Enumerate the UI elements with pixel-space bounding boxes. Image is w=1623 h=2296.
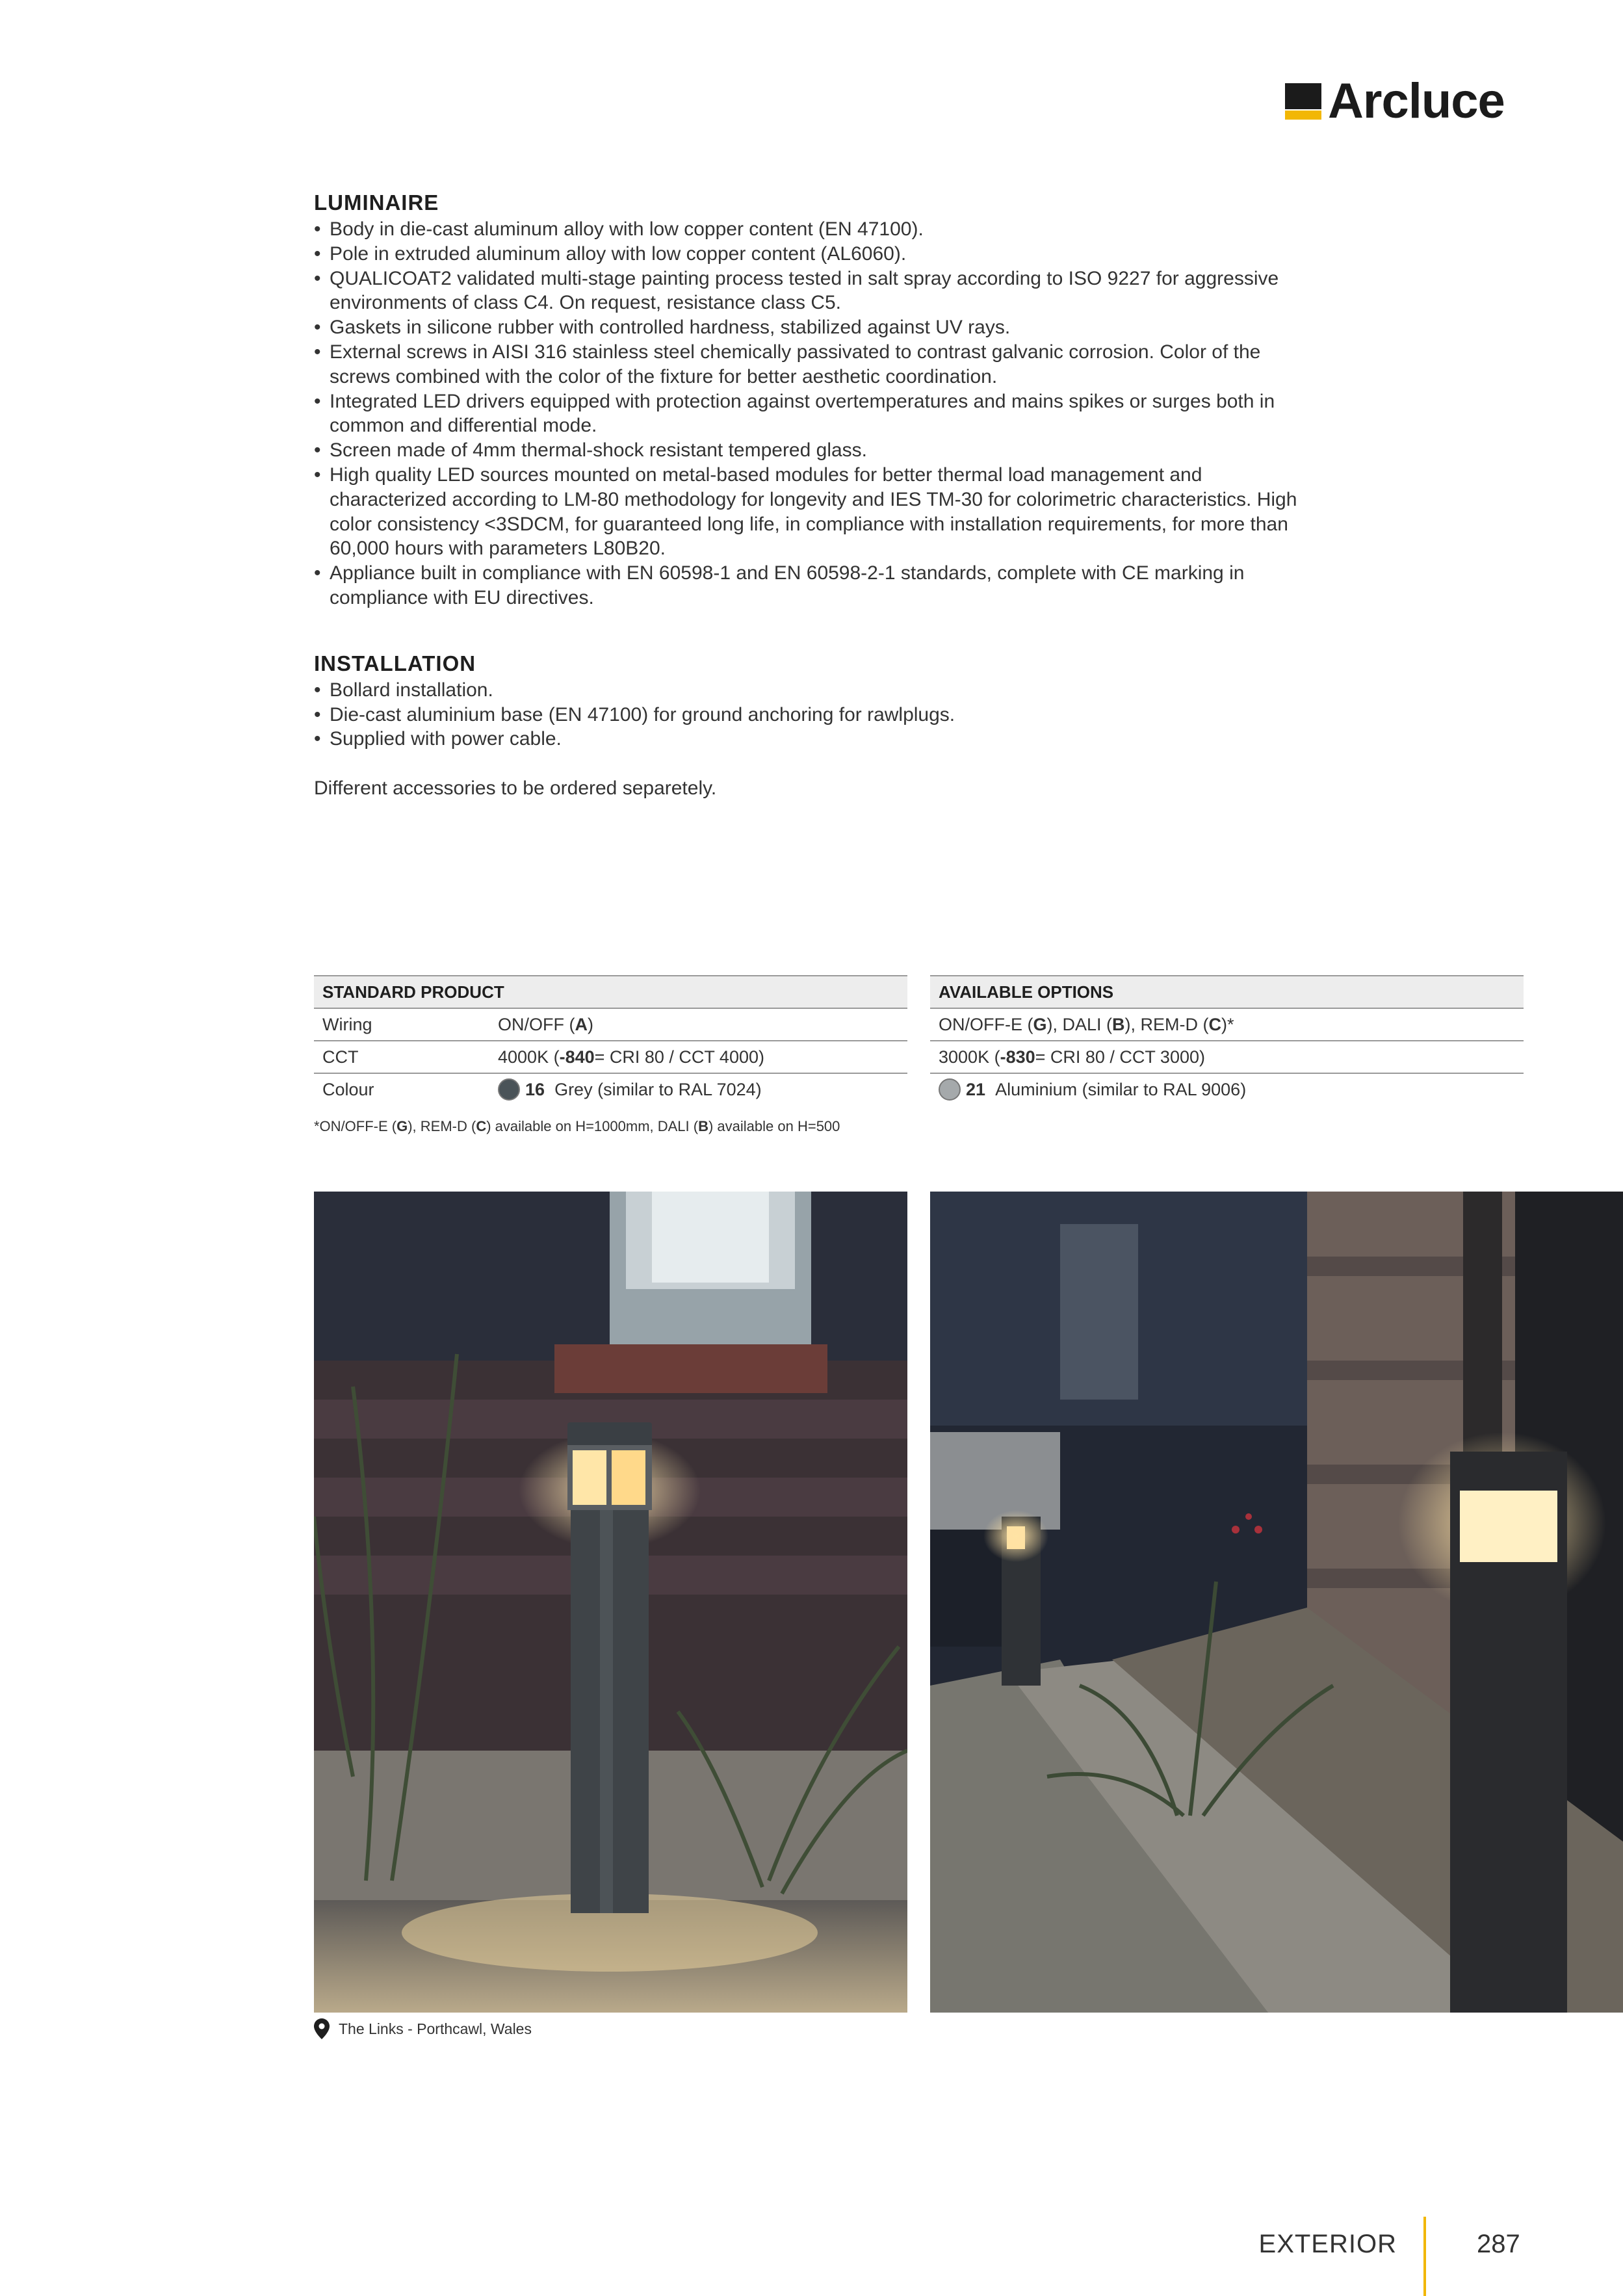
row-value: 4000K ( -840 = CRI 80 / CCT 4000): [498, 1047, 764, 1067]
row-value: 3000K ( -830 = CRI 80 / CCT 3000): [939, 1047, 1205, 1067]
list-item: • Integrated LED drivers equipped with protection against overtemperatures and mains spikes or surges both in common and differential mode.: [314, 389, 1302, 439]
luminaire-title: LUMINAIRE: [314, 190, 439, 215]
footer-divider: [1423, 2217, 1426, 2296]
page-footer: [0, 2217, 1623, 2296]
row-value: ON/OFF ( A ): [498, 1014, 593, 1034]
table-row: [314, 1041, 907, 1074]
row-label: Colour: [322, 1079, 374, 1099]
section-label: EXTERIOR: [1258, 2230, 1397, 2258]
table-header: STANDARD PRODUCT: [314, 975, 907, 1009]
table-row: [314, 1009, 907, 1041]
list-item: • Bollard installation.: [314, 678, 1302, 703]
list-item: • External screws in AISI 316 stainless steel chemically passivated to contrast galvanic corrosion. Color of the screws combined with the color of the fixture for better aesthetic coordination.: [314, 340, 1302, 389]
installation-photo-2: [930, 1192, 1623, 2013]
accessories-note: Different accessories to be ordered separetely.: [314, 777, 717, 800]
list-item: • Appliance built in compliance with EN 60598-1 and EN 60598-2-1 standards, complete with CE marking in compliance with EU directives.: [314, 561, 1302, 610]
table-row: [930, 1009, 1524, 1041]
row-value: 16 Grey (similar to RAL 7024): [498, 1078, 762, 1101]
colour-swatch-icon: [498, 1078, 520, 1101]
list-item: • QUALICOAT2 validated multi-stage painting process tested in salt spray according to ISO 9227 for aggressive environments of class C4. On request, resistance class C5.: [314, 267, 1302, 316]
list-item: • Supplied with power cable.: [314, 727, 1302, 751]
installation-list: [314, 678, 1302, 751]
table-row: [930, 1074, 1524, 1105]
list-item: • Die-cast aluminium base (EN 47100) for ground anchoring for rawlplugs.: [314, 703, 1302, 727]
availability-footnote: *ON/OFF-E (G), REM-D (C) available on H=1000mm, DALI (B) available on H=500: [314, 1118, 840, 1134]
table-row: [930, 1041, 1524, 1074]
available-options-table: [930, 975, 1524, 1105]
photo-caption: [314, 2018, 532, 2039]
location-pin-icon: [314, 2018, 330, 2039]
page-number: 287: [1477, 2230, 1520, 2258]
row-value: ON/OFF-E ( G ), DALI ( B ), REM-D ( C )*: [939, 1014, 1234, 1034]
row-label: CCT: [322, 1047, 359, 1067]
brand-name: Arcluce: [1328, 73, 1505, 129]
list-item: • Screen made of 4mm thermal-shock resistant tempered glass.: [314, 438, 1302, 463]
product-description: [314, 189, 1302, 801]
list-item: • Pole in extruded aluminum alloy with low copper content (AL6060).: [314, 242, 1302, 267]
standard-product-table: [314, 975, 907, 1105]
luminaire-list: [314, 217, 1302, 610]
row-value: 21 Aluminium (similar to RAL 9006): [930, 1078, 1246, 1101]
table-row: [314, 1074, 907, 1105]
brand-logo: [1285, 73, 1505, 129]
installation-title: INSTALLATION: [314, 651, 476, 675]
list-item: • High quality LED sources mounted on metal-based modules for better thermal load management and characterized according to LM-80 methodology for longevity and IES TM-30 for colorimetric characteristics. High color consistency <3SDCM, for guaranteed long life, in compliance with installation requirements, for more than 60,000 hours with parameters L80B20.: [314, 463, 1302, 561]
installation-photo-1: [314, 1192, 907, 2013]
logo-mark-icon: [1285, 83, 1321, 120]
colour-swatch-icon: [939, 1078, 961, 1101]
list-item: • Gaskets in silicone rubber with controlled hardness, stabilized against UV rays.: [314, 315, 1302, 340]
list-item: • Body in die-cast aluminum alloy with low copper content (EN 47100).: [314, 217, 1302, 242]
row-label: Wiring: [322, 1014, 372, 1034]
caption-text: The Links - Porthcawl, Wales: [339, 2020, 532, 2037]
table-header: AVAILABLE OPTIONS: [930, 975, 1524, 1009]
